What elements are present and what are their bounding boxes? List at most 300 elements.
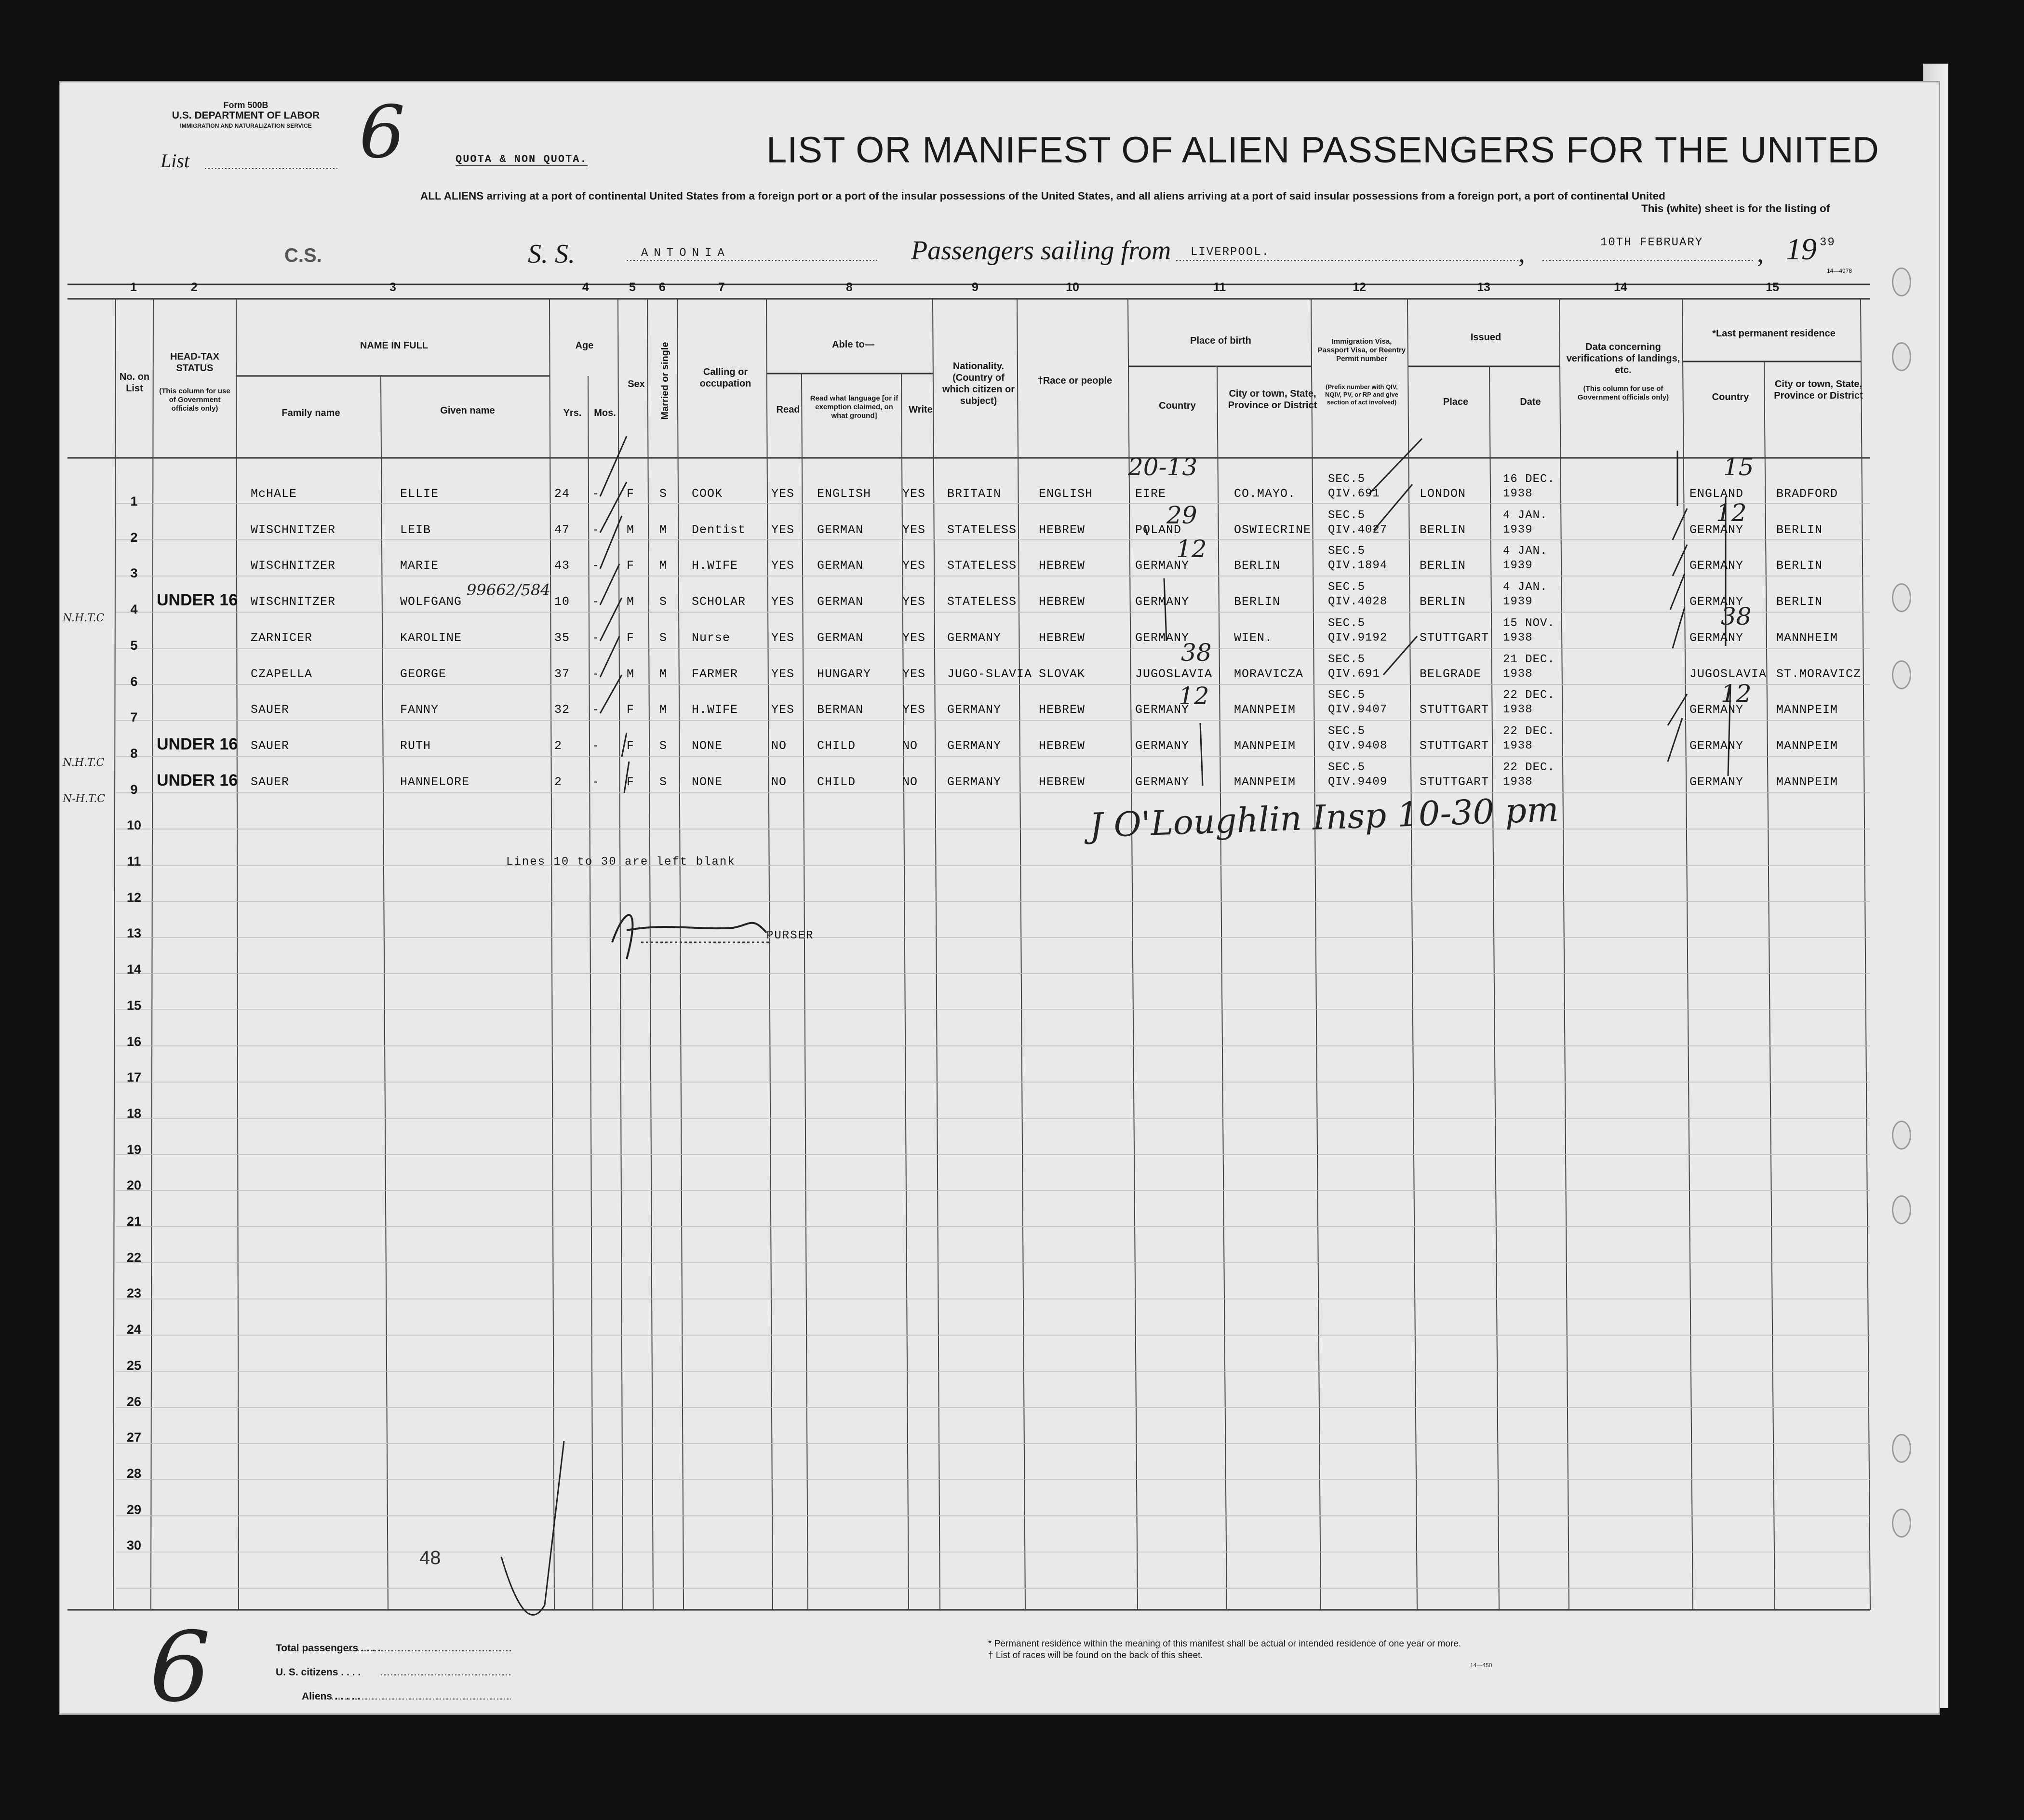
- residence-country: GERMANY: [1689, 775, 1744, 789]
- can-write: NO: [902, 775, 918, 789]
- marital-status: M: [659, 522, 668, 537]
- residence-country: ENGLAND: [1689, 487, 1744, 501]
- total-passengers-text: Total passengers: [276, 1643, 359, 1654]
- row-number: 21: [126, 1214, 142, 1229]
- col-number: 2: [191, 281, 198, 294]
- sex: F: [627, 559, 635, 573]
- family-name: WISCHNITZER: [251, 595, 336, 609]
- nationality: GERMANY: [947, 703, 1002, 717]
- race: ENGLISH: [1039, 487, 1093, 501]
- race: HEBREW: [1039, 559, 1086, 573]
- occupation: NONE: [692, 738, 723, 753]
- row-number: 30: [126, 1538, 142, 1553]
- head-tax-status: UNDER 16: [157, 591, 238, 610]
- row-number: 11: [127, 854, 141, 869]
- header-given-name: Given name: [440, 405, 495, 416]
- visa-section: SEC.5: [1328, 761, 1366, 774]
- row-number: 20: [126, 1178, 142, 1193]
- issued-date-day: 4 JAN.: [1503, 581, 1548, 594]
- sex: M: [627, 667, 635, 681]
- marital-status: M: [659, 667, 668, 681]
- read-language: HUNGARY: [817, 667, 871, 681]
- row-number: 10: [126, 818, 142, 833]
- birth-country: EIRE: [1135, 487, 1166, 501]
- header-write: Write: [909, 404, 933, 415]
- col-number: 12: [1353, 281, 1366, 294]
- col-number: 1: [130, 281, 137, 294]
- residence-country: GERMANY: [1689, 703, 1744, 717]
- list-number: 6: [359, 91, 405, 174]
- issued-place: BERLIN: [1420, 522, 1466, 537]
- age-years: 47: [554, 522, 570, 537]
- issued-date-year: 1938: [1503, 739, 1533, 752]
- us-citizens-label: U. S. citizens . . . .: [276, 1667, 361, 1678]
- visa-number: QIV.9192: [1328, 631, 1388, 644]
- birth-city: CO.MAYO.: [1234, 487, 1296, 501]
- residence-country: GERMANY: [1689, 738, 1744, 753]
- nhtc-mark: N.H.T.C: [63, 612, 105, 624]
- issued-date-day: 4 JAN.: [1503, 545, 1548, 558]
- residence-count: 15: [1723, 453, 1754, 481]
- issued-place: STUTTGART: [1420, 703, 1489, 717]
- age-years: 2: [554, 738, 563, 753]
- sex: F: [627, 775, 635, 789]
- blank-lines-note: Lines 10 to 30 are left blank: [506, 856, 736, 869]
- row-number: 16: [126, 1034, 142, 1049]
- birth-country: POLAND: [1135, 522, 1182, 537]
- issued-date-day: 4 JAN.: [1503, 509, 1548, 522]
- nationality: STATELESS: [947, 522, 1017, 537]
- can-write: YES: [902, 703, 926, 717]
- punch-hole: [1892, 342, 1911, 371]
- given-name: FANNY: [400, 703, 439, 717]
- nationality: GERMANY: [947, 738, 1002, 753]
- given-name: RUTH: [400, 738, 431, 753]
- ss-label: S. S.: [528, 239, 575, 269]
- age-months: -: [592, 487, 600, 501]
- issued-place: LONDON: [1420, 487, 1466, 501]
- family-name: SAUER: [251, 738, 290, 753]
- marital-status: S: [659, 738, 668, 753]
- race: HEBREW: [1039, 595, 1086, 609]
- row-number: 28: [126, 1466, 142, 1481]
- visa-section: SEC.5: [1328, 473, 1366, 486]
- header-calling: Calling or occupation: [699, 367, 751, 389]
- residence-city: MANNPEIM: [1776, 703, 1838, 717]
- issued-date-day: 22 DEC.: [1503, 761, 1555, 774]
- header-mos: Mos.: [594, 408, 616, 418]
- punch-hole: [1892, 1195, 1911, 1224]
- sex: M: [627, 595, 635, 609]
- row-number: 6: [130, 674, 138, 689]
- visa-number: QIV.9408: [1328, 739, 1388, 752]
- col-number: 10: [1066, 281, 1079, 294]
- birth-city: MANNPEIM: [1234, 703, 1296, 717]
- birth-city: WIEN.: [1234, 630, 1273, 645]
- birth-country: GERMANY: [1135, 559, 1190, 573]
- family-name: ZARNICER: [251, 630, 313, 645]
- punch-hole: [1892, 1121, 1911, 1150]
- form-number: Form 500B: [223, 100, 268, 110]
- birth-count: 12: [1176, 535, 1207, 563]
- row-number: 14: [126, 962, 142, 977]
- ship-name: ANTONIA: [641, 247, 730, 260]
- birth-count: 20-13: [1128, 453, 1198, 481]
- row-number: 8: [130, 746, 138, 761]
- issued-date-year: 1939: [1503, 523, 1533, 536]
- row-number: 13: [126, 926, 142, 941]
- footnote-races: † List of races will be found on the back of this sheet.: [988, 1650, 1203, 1660]
- issued-place: STUTTGART: [1420, 775, 1489, 789]
- issued-place: STUTTGART: [1420, 738, 1489, 753]
- can-write: YES: [902, 522, 926, 537]
- visa-number: QIV.691: [1328, 487, 1380, 500]
- residence-city: BERLIN: [1776, 595, 1823, 609]
- occupation: H.WIFE: [692, 559, 738, 573]
- file-number: 99662/584: [467, 581, 550, 599]
- residence-city: ST.MORAVICZ: [1776, 667, 1862, 681]
- header-verifications-note: (This column for use of Government officials only): [1577, 385, 1669, 401]
- row-number: 19: [126, 1142, 142, 1157]
- can-read: YES: [771, 703, 795, 717]
- can-read: NO: [771, 775, 787, 789]
- issued-date-year: 1938: [1503, 667, 1533, 681]
- inspector-note: J O'Loughlin Insp 10-30 pm: [1088, 790, 1559, 845]
- read-language: CHILD: [817, 775, 856, 789]
- read-language: GERMAN: [817, 630, 864, 645]
- comma: ,: [1518, 239, 1525, 268]
- issued-place: BELGRADE: [1420, 667, 1482, 681]
- row-number: 18: [126, 1106, 142, 1121]
- nhtc-mark: N-H.T.C: [63, 793, 106, 805]
- punch-hole: [1892, 268, 1911, 296]
- residence-country: GERMANY: [1689, 522, 1744, 537]
- sex: F: [627, 630, 635, 645]
- header-age: Age: [575, 340, 594, 351]
- col-number: 14: [1614, 281, 1627, 294]
- departure-port: LIVERPOOL.: [1191, 246, 1270, 259]
- age-months: -: [592, 630, 600, 645]
- header-birth-city: City or town, State, Province or District: [1228, 388, 1317, 411]
- header-head-tax-note: (This column for use of Government officials only): [159, 387, 230, 413]
- residence-city: MANNPEIM: [1776, 738, 1838, 753]
- age-years: 24: [554, 487, 570, 501]
- quota-status: QUOTA & NON QUOTA.: [456, 153, 588, 165]
- visa-number: QIV.1894: [1328, 559, 1388, 573]
- col-number: 3: [389, 281, 396, 294]
- given-name: ELLIE: [400, 487, 439, 501]
- row-number: 7: [130, 710, 138, 725]
- birth-country: GERMANY: [1135, 775, 1190, 789]
- aliens-label: Aliens . . . . .: [302, 1691, 361, 1702]
- header-res-country: Country: [1712, 392, 1749, 402]
- header-name-in-full: NAME IN FULL: [360, 340, 429, 351]
- row-number: 24: [126, 1322, 142, 1337]
- issued-date-day: 21 DEC.: [1503, 653, 1555, 666]
- header-issued-date: Date: [1520, 397, 1541, 407]
- given-name: LEIB: [400, 522, 431, 537]
- row-number: 1: [130, 494, 138, 509]
- ship-stamp: C.S.: [284, 245, 322, 266]
- marital-status: M: [659, 559, 668, 573]
- sex: F: [627, 487, 635, 501]
- read-language: BERMAN: [817, 703, 864, 717]
- age-years: 37: [554, 667, 570, 681]
- col-number: 4: [582, 281, 589, 294]
- header-place-of-birth: Place of birth: [1190, 335, 1251, 346]
- age-years: 43: [554, 559, 570, 573]
- residence-city: BRADFORD: [1776, 487, 1838, 501]
- birth-count: 29: [1166, 501, 1197, 529]
- header-visa: Immigration Visa, Passport Visa, or Reentry Permit number: [1317, 337, 1406, 363]
- punch-hole: [1892, 583, 1911, 612]
- birth-country: GERMANY: [1135, 595, 1190, 609]
- issued-place: STUTTGART: [1420, 630, 1489, 645]
- col-number: 6: [659, 281, 666, 294]
- row-number: 17: [126, 1070, 142, 1085]
- race: HEBREW: [1039, 630, 1086, 645]
- occupation: Dentist: [692, 522, 746, 537]
- occupation: SCHOLAR: [692, 595, 746, 609]
- birth-city: MANNPEIM: [1234, 738, 1296, 753]
- header-family-name: Family name: [281, 408, 340, 418]
- residence-city: MANNPEIM: [1776, 775, 1838, 789]
- family-name: SAUER: [251, 775, 290, 789]
- header-head-tax: HEAD-TAX STATUS: [170, 351, 219, 374]
- list-label: List: [161, 150, 190, 172]
- can-read: YES: [771, 522, 795, 537]
- can-write: YES: [902, 487, 926, 501]
- age-months: -: [592, 738, 600, 753]
- marital-status: M: [659, 703, 668, 717]
- department-name: U.S. DEPARTMENT OF LABOR: [172, 110, 320, 121]
- read-language: GERMAN: [817, 595, 864, 609]
- birth-city: BERLIN: [1234, 595, 1281, 609]
- can-read: YES: [771, 630, 795, 645]
- birth-city: BERLIN: [1234, 559, 1281, 573]
- birth-country: JUGOSLAVIA: [1135, 667, 1213, 681]
- residence-count: 12: [1716, 499, 1747, 527]
- visa-section: SEC.5: [1328, 724, 1366, 738]
- purser-label: PURSER: [766, 929, 814, 942]
- can-read: NO: [771, 738, 787, 753]
- read-language: ENGLISH: [817, 487, 871, 501]
- can-read: YES: [771, 559, 795, 573]
- header-no-on-list: No. on List: [119, 372, 150, 394]
- issued-date-day: 15 NOV.: [1503, 616, 1555, 630]
- age-months: -: [592, 559, 600, 573]
- visa-section: SEC.5: [1328, 581, 1366, 594]
- can-read: YES: [771, 487, 795, 501]
- header-nationality: Nationality. (Country of which citizen or subject): [942, 361, 1015, 406]
- family-name: SAUER: [251, 703, 290, 717]
- footnote-code: 14—450: [1470, 1662, 1492, 1669]
- nationality: JUGO-SLAVIA: [947, 667, 1032, 681]
- sex: F: [627, 703, 635, 717]
- nationality: GERMANY: [947, 630, 1002, 645]
- col-number: 13: [1477, 281, 1490, 294]
- header-sex: Sex: [628, 379, 645, 389]
- header-last-residence: *Last permanent residence: [1712, 328, 1836, 339]
- residence-country: GERMANY: [1689, 559, 1744, 573]
- issued-place: BERLIN: [1420, 595, 1466, 609]
- occupation: Nurse: [692, 630, 731, 645]
- head-tax-status: UNDER 16: [157, 735, 238, 753]
- header-married: Married or single: [660, 342, 670, 420]
- header-verifications: Data concerning verifications of landings, etc.: [1566, 342, 1680, 375]
- residence-city: MANNHEIM: [1776, 630, 1838, 645]
- total-passengers-label: Total passengers . . . .: [276, 1643, 381, 1654]
- visa-number: QIV.4028: [1328, 595, 1388, 609]
- row-number: 26: [126, 1394, 142, 1409]
- residence-country: GERMANY: [1689, 630, 1744, 645]
- read-language: GERMAN: [817, 522, 864, 537]
- header-able-to: Able to—: [832, 339, 874, 350]
- can-write: YES: [902, 595, 926, 609]
- row-number: 9: [130, 782, 138, 797]
- residence-country: JUGOSLAVIA: [1689, 667, 1767, 681]
- row-number: 23: [126, 1286, 142, 1301]
- big-six: 6: [149, 1611, 211, 1724]
- can-write: YES: [902, 667, 926, 681]
- can-write: NO: [902, 738, 918, 753]
- can-write: YES: [902, 559, 926, 573]
- visa-number: QIV.9409: [1328, 775, 1388, 789]
- purser-signature: [612, 915, 766, 959]
- birth-city: OSWIECRINE: [1234, 522, 1312, 537]
- issued-date-day: 16 DEC.: [1503, 473, 1555, 486]
- issued-date-year: 1938: [1503, 631, 1533, 644]
- corner-code: 14—4978: [1827, 268, 1852, 274]
- visa-number: QIV.691: [1328, 667, 1380, 681]
- col-number: 7: [718, 281, 725, 294]
- issued-date-day: 22 DEC.: [1503, 724, 1555, 738]
- residence-count: 12: [1721, 680, 1752, 708]
- given-name: MARIE: [400, 559, 439, 573]
- age-months: -: [592, 703, 600, 717]
- read-language: GERMAN: [817, 559, 864, 573]
- footnote-residence: * Permanent residence within the meaning of this manifest shall be actual or intended residence of one year or more.: [988, 1639, 1461, 1649]
- visa-section: SEC.5: [1328, 616, 1366, 630]
- marital-status: S: [659, 487, 668, 501]
- header-read-language: Read what language [or if exemption claimed, on what ground]: [810, 394, 898, 420]
- us-citizens-text: U. S. citizens: [276, 1667, 338, 1678]
- issued-place: BERLIN: [1420, 559, 1466, 573]
- row-number: 4: [130, 602, 138, 617]
- issued-date-day: 22 DEC.: [1503, 689, 1555, 702]
- age-years: 32: [554, 703, 570, 717]
- header-issued-place: Place: [1443, 397, 1469, 407]
- residence-city: BERLIN: [1776, 559, 1823, 573]
- can-write: YES: [902, 630, 926, 645]
- age-months: -: [592, 522, 600, 537]
- visa-section: SEC.5: [1328, 689, 1366, 702]
- issued-date-year: 1939: [1503, 595, 1533, 609]
- birth-country: GERMANY: [1135, 703, 1190, 717]
- issued-date-year: 1938: [1503, 703, 1533, 717]
- nationality: STATELESS: [947, 559, 1017, 573]
- service-name: IMMIGRATION AND NATURALIZATION SERVICE: [180, 122, 312, 129]
- race: HEBREW: [1039, 775, 1086, 789]
- residence-country: GERMANY: [1689, 595, 1744, 609]
- read-language: CHILD: [817, 738, 856, 753]
- header-res-city: City or town, State, Province or District: [1774, 379, 1863, 401]
- residence-count: 38: [1721, 602, 1752, 630]
- row-number: 15: [126, 998, 142, 1013]
- can-read: YES: [771, 667, 795, 681]
- given-name: HANNELORE: [400, 775, 470, 789]
- issued-date-year: 1938: [1503, 775, 1533, 789]
- visa-section: SEC.5: [1328, 545, 1366, 558]
- occupation: COOK: [692, 487, 723, 501]
- residence-city: BERLIN: [1776, 522, 1823, 537]
- manifest-title: LIST OR MANIFEST OF ALIEN PASSENGERS FOR THE UNITED: [766, 130, 1879, 171]
- age-months: -: [592, 667, 600, 681]
- departure-date: 10TH FEBRUARY: [1600, 236, 1703, 249]
- occupation: FARMER: [692, 667, 738, 681]
- visa-section: SEC.5: [1328, 509, 1366, 522]
- row-number: 3: [130, 566, 138, 581]
- race: HEBREW: [1039, 738, 1086, 753]
- age-years: 2: [554, 775, 563, 789]
- sex: F: [627, 738, 635, 753]
- race: HEBREW: [1039, 522, 1086, 537]
- aliens-text: Aliens: [302, 1691, 333, 1702]
- family-name: WISCHNITZER: [251, 559, 336, 573]
- head-tax-status: UNDER 16: [157, 771, 238, 790]
- given-name: KAROLINE: [400, 630, 462, 645]
- punch-hole: [1892, 1509, 1911, 1538]
- header-race: †Race or people: [1037, 375, 1113, 386]
- row-number: 12: [126, 890, 142, 905]
- col-number: 9: [972, 281, 978, 294]
- marital-status: S: [659, 775, 668, 789]
- row-number: 27: [126, 1430, 142, 1445]
- year-suffix: 39: [1820, 236, 1836, 249]
- marital-status: S: [659, 595, 668, 609]
- issued-date-year: 1939: [1503, 559, 1533, 573]
- visa-number: QIV.4027: [1328, 523, 1388, 536]
- total-48: 48: [419, 1547, 441, 1568]
- family-name: McHALE: [251, 487, 297, 501]
- punch-hole: [1892, 660, 1911, 689]
- race: HEBREW: [1039, 703, 1086, 717]
- occupation: NONE: [692, 775, 723, 789]
- col-number: 15: [1766, 281, 1779, 294]
- sailing-label: Passengers sailing from: [911, 236, 1171, 266]
- manifest-subtitle: ALL ALIENS arriving at a port of continental United States from a foreign port or a port of the insular possessions of the United States, and all aliens arriving at a port of said insular possessions from a foreign port, a port of continental United: [420, 190, 1665, 202]
- birth-count: 12: [1179, 682, 1209, 710]
- given-name: WOLFGANG: [400, 595, 462, 609]
- nationality: STATELESS: [947, 595, 1017, 609]
- occupation: H.WIFE: [692, 703, 738, 717]
- year-prefix: 19: [1786, 232, 1817, 266]
- given-name: GEORGE: [400, 667, 447, 681]
- birth-count: 38: [1181, 639, 1212, 667]
- nationality: BRITAIN: [947, 487, 1002, 501]
- nhtc-mark: N.H.T.C: [63, 757, 105, 769]
- age-months: -: [592, 595, 600, 609]
- header-read: Read: [776, 404, 800, 415]
- header-visa-note: (Prefix number with QIV, NQIV, PV, or RP and give section of act involved): [1325, 383, 1398, 406]
- age-years: 10: [554, 595, 570, 609]
- punch-hole: [1892, 1434, 1911, 1463]
- sex: M: [627, 522, 635, 537]
- row-number: 25: [126, 1358, 142, 1373]
- row-number: 2: [130, 530, 138, 545]
- col-number: 5: [629, 281, 636, 294]
- comma: ,: [1757, 239, 1764, 268]
